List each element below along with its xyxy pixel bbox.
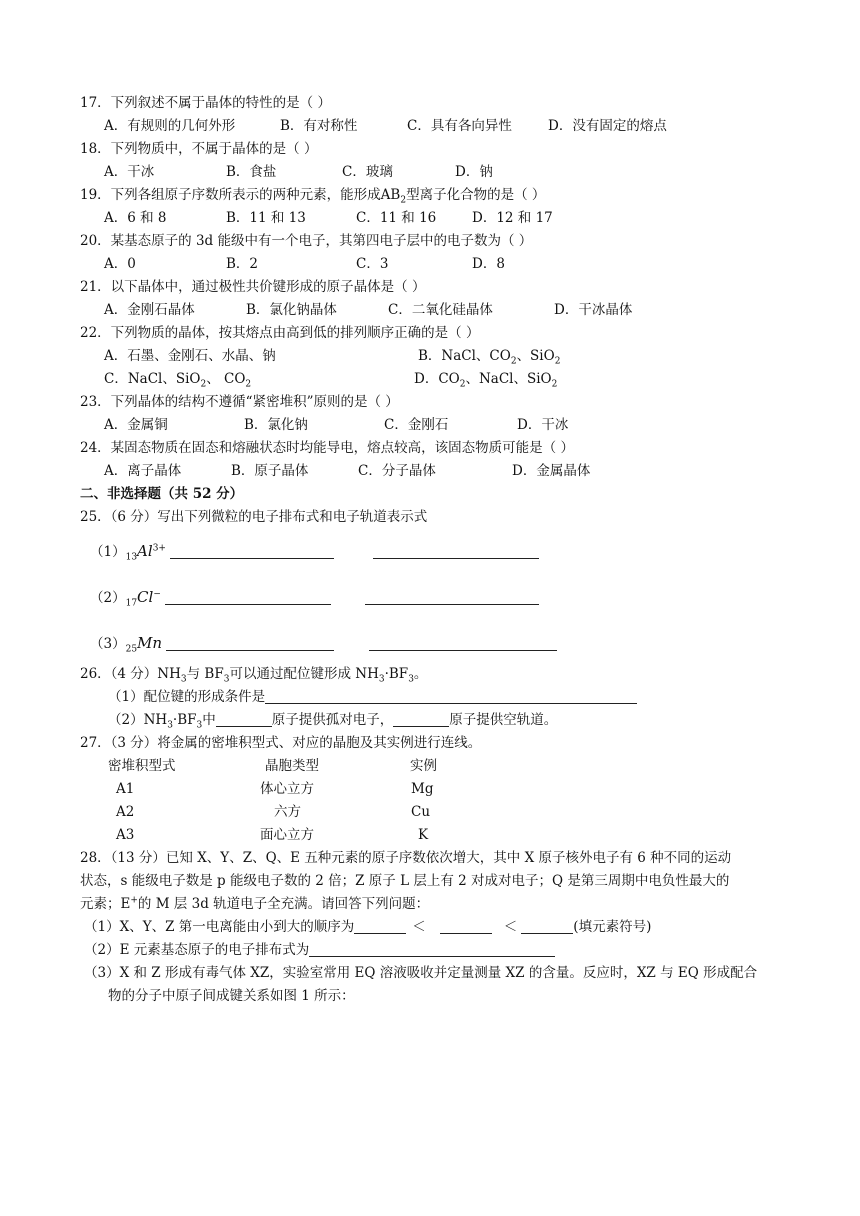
option-text: B．NaCl、CO bbox=[418, 348, 511, 364]
option: B．2 bbox=[226, 256, 259, 272]
answer-blank[interactable] bbox=[369, 636, 557, 651]
element-symbol: Cl bbox=[137, 588, 154, 606]
option: A．金刚石晶体 bbox=[104, 302, 195, 318]
option: C．分子晶体 bbox=[358, 463, 436, 479]
line-text: （2）NH bbox=[108, 712, 168, 728]
line-text: 元素；E bbox=[80, 896, 131, 912]
q19-stem bbox=[80, 186, 545, 204]
table-cell: Mg bbox=[411, 781, 434, 797]
option: B．原子晶体 bbox=[231, 463, 309, 479]
answer-blank[interactable] bbox=[170, 544, 334, 559]
line-text: 原子提供空轨道。 bbox=[449, 712, 558, 728]
table-cell: A2 bbox=[116, 804, 135, 820]
atomic-number: 25 bbox=[125, 644, 138, 655]
stem-text: 19．下列各组原子序数所表示的两种元素，能形成AB bbox=[80, 187, 401, 203]
q22-option-c bbox=[104, 370, 251, 388]
line-text: （1）X、Y、Z 第一电离能由小到大的顺序为 bbox=[84, 919, 355, 935]
q24-options bbox=[104, 462, 590, 480]
subscript: 2 bbox=[200, 379, 207, 390]
subscript: 2 bbox=[245, 379, 252, 390]
q20-stem: 20．某基态原子的 3d 能级中有一个电子，其第四电子层中的电子数为（ ） bbox=[80, 233, 533, 249]
q22-option-d bbox=[414, 370, 557, 388]
option: D．钠 bbox=[455, 164, 493, 180]
subscript: 2 bbox=[510, 356, 517, 367]
subscript: 2 bbox=[459, 379, 466, 390]
line-text: 中 bbox=[202, 712, 216, 728]
option-text: C．NaCl、SiO bbox=[104, 371, 201, 387]
answer-blank[interactable] bbox=[166, 636, 334, 651]
stem-text: ·BF bbox=[384, 666, 409, 682]
stem-text: 26．（4 分）NH bbox=[80, 666, 181, 682]
q26-line-2 bbox=[108, 711, 557, 729]
answer-blank[interactable] bbox=[521, 919, 573, 934]
option-text: 、SiO bbox=[516, 348, 555, 364]
subscript: 3 bbox=[223, 674, 230, 685]
option: A．0 bbox=[104, 256, 136, 272]
option: A．离子晶体 bbox=[104, 463, 182, 479]
option: C．二氧化硅晶体 bbox=[388, 302, 493, 318]
table-cell: Cu bbox=[411, 804, 431, 820]
atomic-number: 13 bbox=[125, 552, 138, 563]
subscript: 2 bbox=[551, 379, 558, 390]
stem-text: 可以通过配位键形成 NH bbox=[229, 666, 379, 682]
q28-sub-1 bbox=[84, 918, 651, 936]
less-than-sign: ＜ bbox=[412, 919, 426, 935]
q25-item-1 bbox=[90, 542, 539, 561]
answer-blank[interactable] bbox=[354, 919, 406, 934]
item-number: （2） bbox=[90, 590, 126, 606]
answer-blank[interactable] bbox=[393, 712, 449, 727]
option: B．氯化钠 bbox=[244, 417, 308, 433]
line-text: (填元素符号) bbox=[573, 919, 652, 935]
q28-sub-3a: （3）X 和 Z 形成有毒气体 XZ，实验室常用 EQ 溶液吸收并定量测量 XZ 的含量。反应时，XZ 与 EQ 形成配合 bbox=[84, 965, 758, 981]
q23-stem: 23．下列晶体的结构不遵循“紧密堆积”原则的是（ ） bbox=[80, 394, 399, 410]
table-cell: 体心立方 bbox=[260, 781, 314, 797]
q28-line-3 bbox=[80, 895, 429, 913]
q25-item-2 bbox=[90, 588, 539, 607]
q17-stem: 17．下列叙述不属于晶体的特性的是（ ） bbox=[80, 95, 331, 111]
q22-stem: 22．下列物质的晶体，按其熔点由高到低的排列顺序正确的是（ ） bbox=[80, 325, 480, 341]
q20-options bbox=[104, 255, 505, 273]
subscript: 3 bbox=[196, 720, 203, 731]
q25-stem: 25．（6 分）写出下列微粒的电子排布式和电子轨道表示式 bbox=[80, 509, 428, 525]
subscript: 3 bbox=[408, 674, 414, 685]
answer-blank[interactable] bbox=[265, 689, 637, 704]
charge: 3+ bbox=[152, 543, 166, 554]
atomic-number: 17 bbox=[125, 598, 138, 609]
option: B．11 和 13 bbox=[226, 210, 306, 226]
option: B．有对称性 bbox=[280, 118, 358, 134]
q28-line-2: 状态，s 能级电子数是 p 能级电子数的 2 倍；Z 原子 L 层上有 2 对成对电子；Q 是第三周期中电负性最大的 bbox=[80, 873, 730, 889]
option: D．干冰 bbox=[517, 417, 569, 433]
table-cell: 面心立方 bbox=[260, 827, 314, 843]
q19-options bbox=[104, 209, 553, 227]
line-text: 原子提供孤对电子， bbox=[271, 712, 394, 728]
item-number: （3） bbox=[90, 636, 126, 652]
stem-text: 型离子化合物的是（ ） bbox=[406, 187, 546, 203]
table-cell: A1 bbox=[116, 781, 135, 797]
table-header: 晶胞类型 bbox=[265, 758, 319, 774]
answer-blank[interactable] bbox=[309, 942, 555, 957]
q17-options bbox=[104, 117, 667, 135]
option: D．8 bbox=[472, 256, 505, 272]
q26-stem bbox=[80, 665, 427, 683]
option-text: D．CO bbox=[414, 371, 460, 387]
answer-blank[interactable] bbox=[216, 712, 272, 727]
option: A．干冰 bbox=[104, 164, 155, 180]
subscript: 2 bbox=[400, 195, 407, 206]
q27-stem: 27．（3 分）将金属的密堆积型式、对应的晶胞及其实例进行连线。 bbox=[80, 735, 482, 751]
element-symbol: Mn bbox=[137, 634, 163, 652]
q26-line-1 bbox=[108, 688, 637, 706]
option: D．没有固定的熔点 bbox=[548, 118, 667, 134]
superscript: + bbox=[130, 895, 138, 906]
option: D．干冰晶体 bbox=[554, 302, 633, 318]
option: A．金属铜 bbox=[104, 417, 168, 433]
option: B．氯化钠晶体 bbox=[246, 302, 337, 318]
subscript: 3 bbox=[180, 674, 187, 685]
line-text: ·BF bbox=[172, 712, 197, 728]
q22-option-a: A．石墨、金刚石、水晶、钠 bbox=[104, 348, 276, 364]
item-number: （1） bbox=[90, 544, 126, 560]
line-text: （1）配位键的形成条件是 bbox=[108, 689, 266, 705]
subscript: 3 bbox=[378, 674, 385, 685]
answer-blank[interactable] bbox=[373, 544, 539, 559]
stem-text: 与 BF bbox=[186, 666, 224, 682]
q18-stem: 18．下列物质中，不属于晶体的是（ ） bbox=[80, 141, 318, 157]
q18-options bbox=[104, 163, 493, 181]
q21-options bbox=[104, 301, 632, 319]
line-text: 的 M 层 3d 轨道电子全充满。请回答下列问题： bbox=[137, 896, 430, 912]
q28-sub-2 bbox=[84, 941, 555, 959]
q22-option-b bbox=[418, 347, 560, 365]
option-text: 、 CO bbox=[206, 371, 246, 387]
option: A．有规则的几何外形 bbox=[104, 118, 236, 134]
option: C．玻璃 bbox=[342, 164, 393, 180]
option: C．具有各向异性 bbox=[407, 118, 512, 134]
q28-sub-3b: 物的分子中原子间成键关系如图 1 所示： bbox=[108, 988, 355, 1004]
answer-blank[interactable] bbox=[165, 590, 331, 605]
line-text: （2）E 元素基态原子的电子排布式为 bbox=[84, 942, 310, 958]
option-text: 、NaCl、SiO bbox=[465, 371, 552, 387]
stem-text: 。 bbox=[413, 666, 428, 682]
answer-blank[interactable] bbox=[440, 919, 492, 934]
table-header: 实例 bbox=[410, 758, 437, 774]
charge: − bbox=[153, 589, 161, 600]
table-header: 密堆积型式 bbox=[108, 758, 176, 774]
less-than-sign: ＜ bbox=[503, 919, 518, 935]
option: A．6 和 8 bbox=[104, 210, 167, 226]
element-symbol: Al bbox=[137, 542, 153, 560]
subscript: 3 bbox=[167, 720, 173, 731]
table-cell: A3 bbox=[116, 827, 135, 843]
q23-options bbox=[104, 416, 568, 434]
q28-line-1: 28．（13 分）已知 X、Y、Z、Q、E 五种元素的原子序数依次增大，其中 X 原子核外电子有 6 种不同的运动 bbox=[80, 850, 732, 866]
answer-blank[interactable] bbox=[365, 590, 539, 605]
option: C．金刚石 bbox=[384, 417, 449, 433]
option: D．12 和 17 bbox=[472, 210, 553, 226]
q24-stem: 24．某固态物质在固态和熔融状态时均能导电，熔点较高，该固态物质可能是（ ） bbox=[80, 440, 574, 456]
option: C．11 和 16 bbox=[356, 210, 437, 226]
option: B．食盐 bbox=[226, 164, 277, 180]
q21-stem: 21．以下晶体中，通过极性共价键形成的原子晶体是（ ） bbox=[80, 279, 426, 295]
table-cell: 六方 bbox=[274, 804, 301, 820]
option: C．3 bbox=[356, 256, 389, 272]
q25-item-3 bbox=[90, 634, 557, 653]
section-heading: 二、非选择题（共 52 分） bbox=[80, 486, 244, 502]
option: D．金属晶体 bbox=[512, 463, 591, 479]
table-cell: K bbox=[418, 827, 429, 843]
subscript: 2 bbox=[554, 356, 561, 367]
